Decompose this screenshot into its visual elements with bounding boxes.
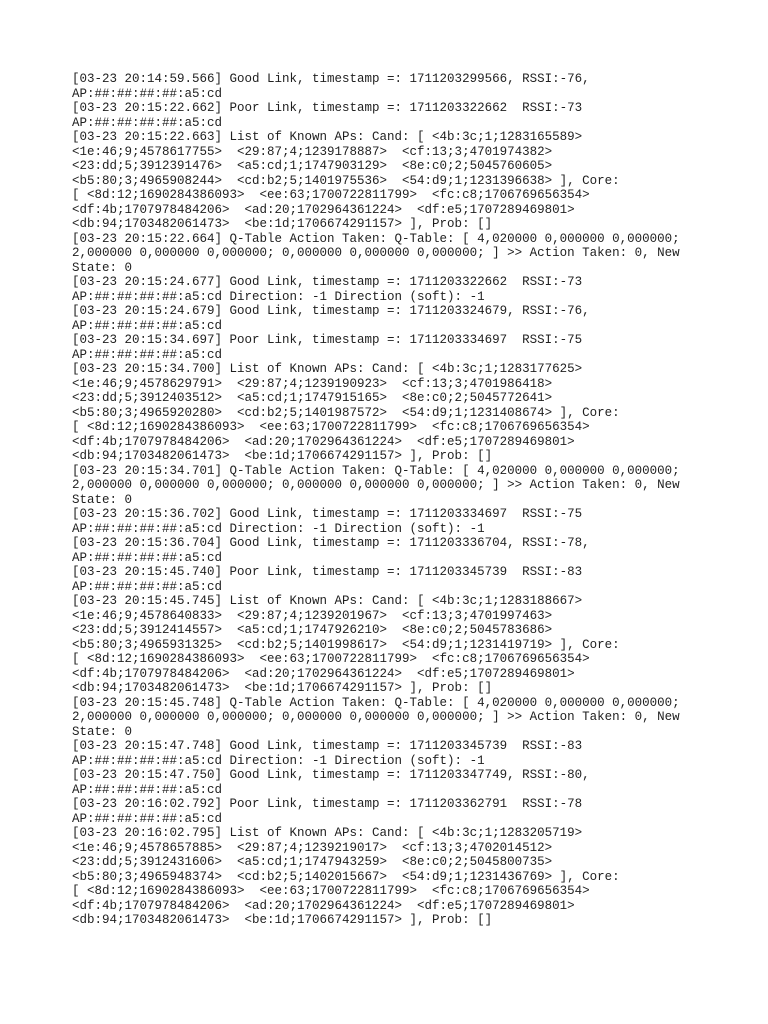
log-line: State: 0 — [72, 260, 133, 275]
log-line: <db:94;1703482061473> <be:1d;1706674291157> ], Prob: [] — [72, 913, 493, 927]
log-line: [ <8d:12;1690284386093> <ee:63;1700722811799> <fc:c8;1706769656354> — [72, 652, 590, 666]
log-line: [03-23 20:15:34.701] Q-Table Action Taken: Q-Table: [ 4,020000 0,000000 0,000000; — [72, 463, 680, 478]
log-line: [03-23 20:15:24.679] Good Link, timestamp =: 1711203324679, RSSI:-76, — [72, 304, 590, 318]
log-line: <db:94;1703482061473> <be:1d;1706674291157> ], Prob: [] — [72, 681, 493, 695]
log-line: <b5:80;3;4965908244> <cd:b2;5;1401975536> <54:d9;1;1231396638> ], Core: — [72, 173, 620, 188]
log-line: <db:94;1703482061473> <be:1d;1706674291157> ], Prob: [] — [72, 449, 493, 463]
log-line: AP:##:##:##:##:a5:cd — [72, 318, 223, 333]
log-line: <df:4b;1707978484206> <ad:20;1702964361224> <df:e5;1707289469801> — [72, 898, 575, 913]
log-line: AP:##:##:##:##:a5:cd — [72, 782, 223, 797]
log-line: <1e:46;9;4578640833> <29:87;4;1239201967> <cf:13;3;4701997463> — [72, 608, 553, 623]
log-line: [03-23 20:15:22.662] Poor Link, timestamp =: 1711203322662 RSSI:-73 — [72, 101, 583, 115]
log-line: AP:##:##:##:##:a5:cd Direction: -1 Direction (soft): -1 — [72, 521, 485, 536]
log-line: <b5:80;3;4965931325> <cd:b2;5;1401998617> <54:d9;1;1231419719> ], Core: — [72, 637, 620, 652]
log-line: AP:##:##:##:##:a5:cd — [72, 811, 223, 826]
log-line: [03-23 20:16:02.795] List of Known APs: Cand: [ <4b:3c;1;1283205719> — [72, 826, 583, 840]
log-line: <23:dd;5;3912431606> <a5:cd;1;1747943259> <8e:c0;2;5045800735> — [72, 855, 553, 869]
log-line: [ <8d:12;1690284386093> <ee:63;1700722811799> <fc:c8;1706769656354> — [72, 420, 590, 434]
log-line: <df:4b;1707978484206> <ad:20;1702964361224> <df:e5;1707289469801> — [72, 434, 575, 449]
log-line: [03-23 20:15:45.740] Poor Link, timestamp =: 1711203345739 RSSI:-83 — [72, 565, 583, 579]
log-line: [03-23 20:15:45.748] Q-Table Action Taken: Q-Table: [ 4,020000 0,000000 0,000000; — [72, 695, 680, 710]
log-line: <b5:80;3;4965948374> <cd:b2;5;1402015667> <54:d9;1;1231436769> ], Core: — [72, 869, 620, 884]
log-text-block — [72, 72, 696, 928]
log-line: [03-23 20:15:34.700] List of Known APs: Cand: [ <4b:3c;1;1283177625> — [72, 362, 583, 376]
log-line: AP:##:##:##:##:a5:cd Direction: -1 Direction (soft): -1 — [72, 753, 485, 768]
log-line: <1e:46;9;4578617755> <29:87;4;1239178887> <cf:13;3;4701974382> — [72, 144, 553, 159]
log-line: 2,000000 0,000000 0,000000; 0,000000 0,000000 0,000000; ] >> Action Taken: 0, New — [72, 710, 680, 724]
log-line: [03-23 20:15:36.702] Good Link, timestamp =: 1711203334697 RSSI:-75 — [72, 507, 583, 521]
log-line: State: 0 — [72, 492, 133, 507]
log-line: AP:##:##:##:##:a5:cd — [72, 115, 223, 130]
log-line: [03-23 20:15:47.750] Good Link, timestamp =: 1711203347749, RSSI:-80, — [72, 768, 590, 782]
log-line: [03-23 20:16:02.792] Poor Link, timestamp =: 1711203362791 RSSI:-78 — [72, 797, 583, 811]
log-line: AP:##:##:##:##:a5:cd — [72, 550, 223, 565]
log-line: [03-23 20:15:22.663] List of Known APs: Cand: [ <4b:3c;1;1283165589> — [72, 130, 583, 144]
log-line: [03-23 20:15:47.748] Good Link, timestamp =: 1711203345739 RSSI:-83 — [72, 739, 583, 753]
log-line: AP:##:##:##:##:a5:cd — [72, 347, 223, 362]
log-line: <23:dd;5;3912403512> <a5:cd;1;1747915165> <8e:c0;2;5045772641> — [72, 391, 553, 405]
log-line: State: 0 — [72, 724, 133, 739]
log-line: <23:dd;5;3912391476> <a5:cd;1;1747903129> <8e:c0;2;5045760605> — [72, 159, 553, 173]
log-line: [03-23 20:15:36.704] Good Link, timestamp =: 1711203336704, RSSI:-78, — [72, 536, 590, 550]
log-line: [ <8d:12;1690284386093> <ee:63;1700722811799> <fc:c8;1706769656354> — [72, 188, 590, 202]
log-line: [03-23 20:15:45.745] List of Known APs: Cand: [ <4b:3c;1;1283188667> — [72, 594, 583, 608]
log-line: [ <8d:12;1690284386093> <ee:63;1700722811799> <fc:c8;1706769656354> — [72, 884, 590, 898]
log-line: [03-23 20:15:34.697] Poor Link, timestamp =: 1711203334697 RSSI:-75 — [72, 333, 583, 347]
log-line: AP:##:##:##:##:a5:cd — [72, 579, 223, 594]
log-line: [03-23 20:15:22.664] Q-Table Action Taken: Q-Table: [ 4,020000 0,000000 0,000000; — [72, 231, 680, 246]
log-line: [03-23 20:14:59.566] Good Link, timestamp =: 1711203299566, RSSI:-76, — [72, 72, 590, 86]
log-line: <db:94;1703482061473> <be:1d;1706674291157> ], Prob: [] — [72, 217, 493, 231]
log-line: <df:4b;1707978484206> <ad:20;1702964361224> <df:e5;1707289469801> — [72, 202, 575, 217]
log-line: <b5:80;3;4965920280> <cd:b2;5;1401987572> <54:d9;1;1231408674> ], Core: — [72, 405, 620, 420]
log-line: <1e:46;9;4578657885> <29:87;4;1239219017> <cf:13;3;4702014512> — [72, 840, 553, 855]
log-line: <df:4b;1707978484206> <ad:20;1702964361224> <df:e5;1707289469801> — [72, 666, 575, 681]
log-line: [03-23 20:15:24.677] Good Link, timestamp =: 1711203322662 RSSI:-73 — [72, 275, 583, 289]
log-line: 2,000000 0,000000 0,000000; 0,000000 0,000000 0,000000; ] >> Action Taken: 0, New — [72, 246, 680, 260]
log-line: AP:##:##:##:##:a5:cd — [72, 86, 223, 101]
log-line: <1e:46;9;4578629791> <29:87;4;1239190923> <cf:13;3;4701986418> — [72, 376, 553, 391]
log-line: AP:##:##:##:##:a5:cd Direction: -1 Direction (soft): -1 — [72, 289, 485, 304]
log-line: 2,000000 0,000000 0,000000; 0,000000 0,000000 0,000000; ] >> Action Taken: 0, New — [72, 478, 680, 492]
log-line: <23:dd;5;3912414557> <a5:cd;1;1747926210> <8e:c0;2;5045783686> — [72, 623, 553, 637]
